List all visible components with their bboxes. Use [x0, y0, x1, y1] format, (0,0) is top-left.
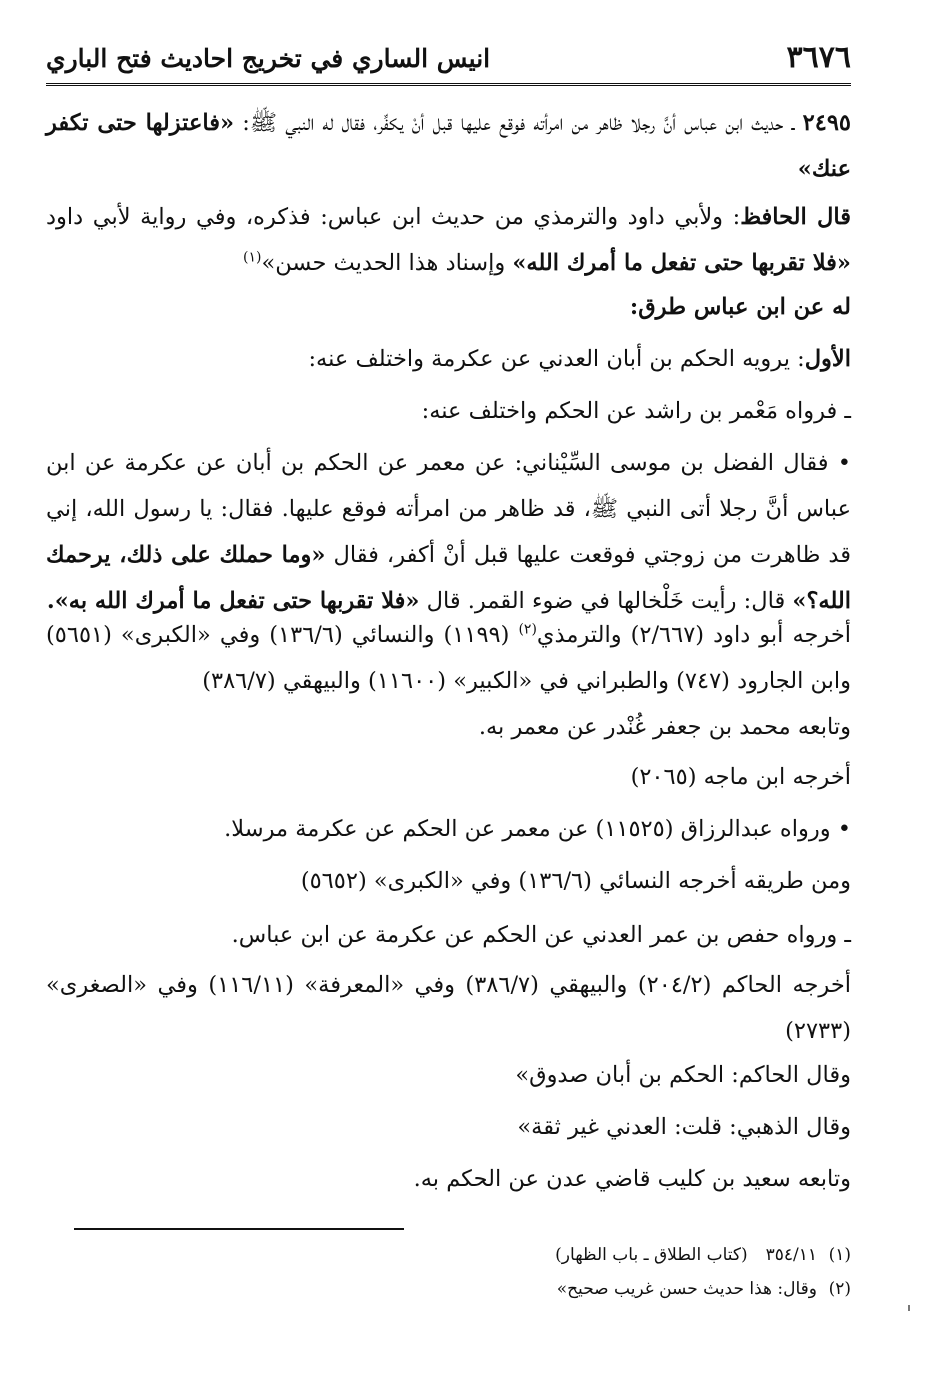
scan-speck — [908, 1305, 910, 1311]
akhraja-paragraph-1 — [46, 612, 851, 704]
tabaahu-paragraph-1: وتابعه محمد بن جعفر غُنْدر عن معمر به. — [478, 714, 851, 740]
hadith-paragraph — [46, 100, 851, 192]
hadith-text: ـ حديث ابن عباس أنَّ رجلا ظاهر من امرأته فوقع عليها قبل أنْ يكفِّر، فقال له النبي ﷺ: — [234, 110, 803, 136]
hafiz-quote: «فلا تقربها حتى تفعل ما أمرك الله» — [512, 250, 851, 276]
fadl-text-2: قال: رأيت خَلْخالها في ضوء القمر. قال — [419, 588, 793, 614]
hafiz-paragraph — [46, 194, 851, 286]
hakim-paragraph: أخرجه الحاكم (٢٠٤/٢) والبيهقي (٣٨٦/٧) وفي «المعرفة» (١١٦/١١) وفي «الصغرى» (٢٧٣٣) — [46, 972, 851, 1044]
page-number: ٣٦٧٦ — [786, 40, 851, 75]
footnote-mark-1: (١) — [243, 249, 262, 266]
header-rule — [46, 80, 851, 86]
fadl-quote-1: «وما حملك على ذلك، يرحمك الله؟» — [46, 542, 851, 614]
footnote-number: (٢) — [828, 1279, 851, 1299]
mamar-paragraph: ـ فرواه مَعْمر بن راشد عن الحكم واختلف عنه: — [421, 398, 851, 424]
running-title: انيس الساري في تخريج احاديث فتح الباري — [46, 44, 491, 73]
turuq-heading: له عن ابن عباس طرق: — [629, 294, 851, 320]
hadith-quote: «فاعتزلها حتى تكفر عنك» — [46, 110, 851, 182]
footnote-text: وقال: هذا حديث حسن غريب صحيح» — [556, 1279, 817, 1299]
footnote-number: (١) — [828, 1245, 851, 1265]
fadl-text: • فقال الفضل بن موسى السِّيْناني: عن معمر عن الحكم بن أبان عن عكرمة عن ابن عباس أنَّ رجلا أتى النبي ﷺ، قد ظاهر من امرأته فوقع عليها. فقال: يا رسول الله، إني قد ظاهرت من زوجتي فوقعت عليها قبل أنْ أكفر، فقال — [46, 450, 851, 568]
footnote-1 — [120, 1242, 851, 1268]
ibn-majah-paragraph: أخرجه ابن ماجه (٢٠٦٥) — [630, 764, 851, 790]
page-header — [46, 38, 851, 82]
akhraja-text: أخرجه أبو داود (٢/٦٦٧) والترمذي — [536, 622, 851, 648]
hafiz-text-2: وإسناد هذا الحديث حسن» — [261, 250, 513, 276]
first-path-paragraph — [46, 336, 851, 382]
first-text: : يرويه الحكم بن أبان العدني عن عكرمة واختلف عنه: — [308, 346, 805, 372]
fadl-paragraph — [46, 440, 851, 624]
qala-hakim-paragraph: وقال الحاكم: الحكم بن أبان صدوق» — [515, 1062, 851, 1088]
footnote-reference: ٣٥٤/١١ — [765, 1245, 817, 1265]
hafiz-text: : ولأبي داود والترمذي من حديث ابن عباس: فذكره، وفي رواية لأبي داود — [46, 204, 741, 230]
hafiz-label: قال الحافظ — [740, 204, 851, 230]
footnote-2 — [120, 1276, 851, 1302]
first-label: الأول — [804, 346, 851, 372]
abdulrazzaq-paragraph: • ورواه عبدالرزاق (١١٥٢٥) عن معمر عن الحكم عن عكرمة مرسلا. — [224, 816, 851, 842]
hadith-number: ٢٤٩٥ — [802, 110, 851, 136]
nasai-paragraph: ومن طريقه أخرجه النسائي (١٣٦/٦) وفي «الكبرى» (٥٦٥٢) — [300, 868, 851, 894]
footnote-text: (كتاب الطلاق ـ باب الظهار) — [555, 1245, 748, 1265]
footnote-rule — [74, 1228, 404, 1230]
hafs-paragraph: ـ ورواه حفص بن عمر العدني عن الحكم عن عكرمة عن ابن عباس. — [231, 922, 851, 948]
dhahabi-paragraph: وقال الذهبي: قلت: العدني غير ثقة» — [517, 1114, 851, 1140]
fadl-quote-2: «فلا تقربها حتى تفعل ما أمرك الله به». — [46, 588, 420, 614]
akhraja-text-2: (١١٩٩) والنسائي (١٣٦/٦) وفي «الكبرى» (٥٦٥١) وابن الجارود (٧٤٧) والطبراني في «الكبير» (١١٦٠٠) والبيهقي (٣٨٦/٧) — [46, 622, 851, 694]
footnote-mark-2: (٢) — [518, 621, 537, 638]
tabaahu-paragraph-2: وتابعه سعيد بن كليب قاضي عدن عن الحكم به. — [413, 1166, 851, 1192]
